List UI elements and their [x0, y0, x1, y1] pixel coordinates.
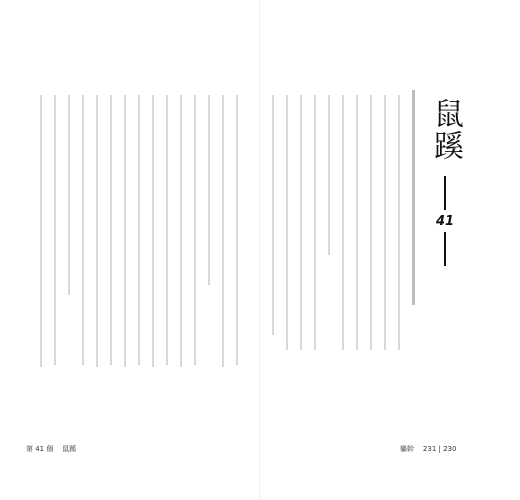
footer-chapter: 第 41 個: [26, 445, 54, 453]
text-column: [68, 95, 70, 295]
text-column: [222, 95, 224, 367]
text-column: [138, 95, 140, 365]
text-column: [54, 95, 56, 365]
text-column: [152, 95, 154, 367]
summary-column: [412, 90, 415, 305]
text-column: [96, 95, 98, 367]
footer-section: 軀幹: [400, 445, 414, 453]
chapter-number: 41: [435, 214, 455, 229]
text-column: [110, 95, 112, 365]
text-column: [40, 95, 42, 367]
text-column: [370, 95, 372, 350]
title-rule-top: [444, 176, 446, 210]
right-footer: [400, 444, 456, 454]
text-column: [300, 95, 302, 350]
text-column: [286, 95, 288, 350]
text-column: [272, 95, 274, 335]
text-column: [356, 95, 358, 350]
text-column: [194, 95, 196, 365]
text-column: [342, 95, 344, 350]
spine-gutter: [259, 0, 260, 500]
left-footer: [26, 444, 76, 454]
text-column: [328, 95, 330, 255]
text-column: [82, 95, 84, 365]
text-column: [314, 95, 316, 350]
text-column: [208, 95, 210, 285]
text-column: [166, 95, 168, 365]
title-rule-bottom: [444, 232, 446, 266]
text-column: [384, 95, 386, 350]
footer-title: 鼠蹊: [62, 445, 77, 453]
text-column: [236, 95, 238, 365]
text-column: [398, 95, 400, 350]
text-column: [180, 95, 182, 367]
chapter-title: 鼠蹊: [428, 98, 463, 162]
text-column: [124, 95, 126, 367]
footer-pages: 231 | 230: [422, 445, 457, 453]
